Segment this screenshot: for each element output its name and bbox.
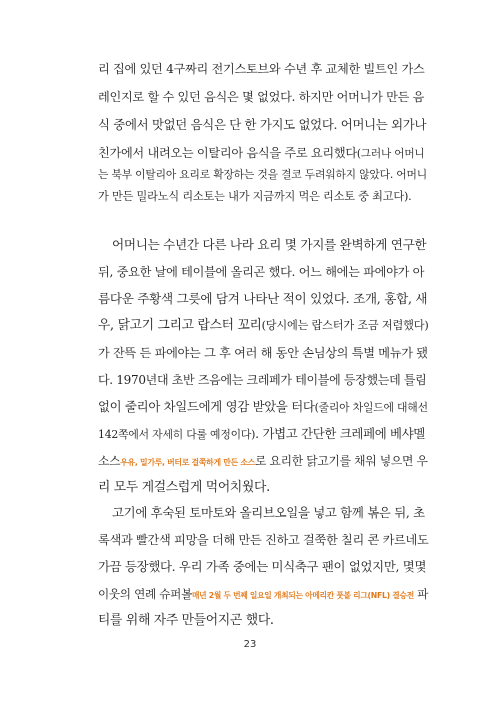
p2-line-5: 가 잔뜩 든 파에야는 그 후 여러 해 동안 손님상의 특별 메뉴가 됐 bbox=[98, 346, 428, 360]
p1-line-4-aside: (그러나 어머니 bbox=[356, 147, 425, 160]
p1-line-4 bbox=[98, 144, 428, 163]
p1-line-6: 가 만든 밀라노식 리소토는 내가 지금까지 먹은 리소토 중 최고다). bbox=[98, 190, 412, 203]
p2-line-7 bbox=[98, 398, 428, 417]
p2-line-9-text-b: 로 요리한 닭고기를 채워 넣으면 우 bbox=[255, 454, 428, 468]
p2-line-10: 리 모두 게걸스럽게 먹어치웠다. bbox=[98, 480, 270, 495]
p3-line-1: 고기에 후숙된 토마토와 올리브오일을 넣고 함께 볶은 뒤, 초 bbox=[112, 505, 425, 520]
p2-line-8-aside: 142쪽에서 자세히 다룰 예정이다) bbox=[98, 428, 256, 441]
p1-line-4-text: 친가에서 내려오는 이탈리아 음식을 주로 요리했다 bbox=[98, 146, 357, 160]
p2-line-4-text: 우, 닭고기 그리고 랍스터 꼬리 bbox=[98, 318, 262, 333]
p3-line-2: 록색과 빨간색 피망을 더해 만든 진하고 걸쭉한 칠리 콘 카르네도 bbox=[98, 533, 429, 547]
p1-line-3: 식 중에서 맛없던 음식은 단 한 가지도 없었다. 어머니는 외가나 bbox=[98, 117, 427, 132]
p3-line-4-text-a: 이웃의 연례 슈퍼볼 bbox=[98, 587, 192, 601]
p2-line-2: 뒤, 중요한 날에 테이블에 올리곤 했다. 어느 해에는 파에야가 아 bbox=[98, 265, 425, 279]
p2-line-8 bbox=[98, 425, 428, 444]
p3-line-3: 가끔 등장했다. 우리 가족 중에는 미식축구 팬이 없었지만, 몇몇 bbox=[98, 559, 427, 574]
p2-line-7-text: 없이 줄리아 차일드에게 영감 받았을 터다 bbox=[98, 399, 315, 414]
p2-line-9-text-a: 소스 bbox=[98, 454, 121, 468]
bechamel-annotation: 우유, 밀가루, 버터로 걸쭉하게 만든 소스 bbox=[120, 458, 255, 467]
p3-line-4-text-b: 파 bbox=[413, 587, 429, 601]
p2-line-7-aside: (줄리아 차일드에 대해선 bbox=[314, 401, 428, 414]
page-number: 23 bbox=[243, 639, 257, 650]
p2-line-8-text: . 가볍고 간단한 크레페에 베샤멜 bbox=[255, 426, 426, 441]
p2-line-4 bbox=[98, 317, 428, 335]
p1-line-2: 레인지로 할 수 있던 음식은 몇 없었다. 하지만 어머니가 만든 음 bbox=[98, 90, 425, 104]
superbowl-annotation: 매년 2월 두 번째 일요일 개최되는 아메리칸 풋볼 리그(NFL) 결승전 bbox=[191, 591, 414, 600]
p2-line-1: 어머니는 수년간 다른 나라 요리 몇 가지를 완벽하게 연구한 bbox=[112, 237, 427, 252]
p2-line-9 bbox=[98, 452, 428, 472]
p1-line-5: 는 북부 이탈리아 요리로 확장하는 것을 결코 두려워하지 않았다. 어머니 bbox=[98, 168, 427, 181]
p2-line-3: 름다운 주황색 그릇에 담겨 나타난 적이 있었다. 조개, 홍합, 새 bbox=[98, 291, 428, 306]
p2-line-6: 다. 1970년대 초반 즈음에는 크레페가 테이블에 등장했는데 틀림 bbox=[98, 373, 427, 387]
p1-line-1: 리 집에 있던 4구짜리 전기스토브와 수년 후 교체한 빌트인 가스 bbox=[98, 62, 425, 76]
p2-line-4-aside: (당시에는 랍스터가 조금 저렴했다) bbox=[261, 319, 429, 332]
p3-line-4 bbox=[98, 585, 428, 605]
p3-line-5: 티를 위해 자주 만들어지곤 했다. bbox=[98, 613, 274, 628]
